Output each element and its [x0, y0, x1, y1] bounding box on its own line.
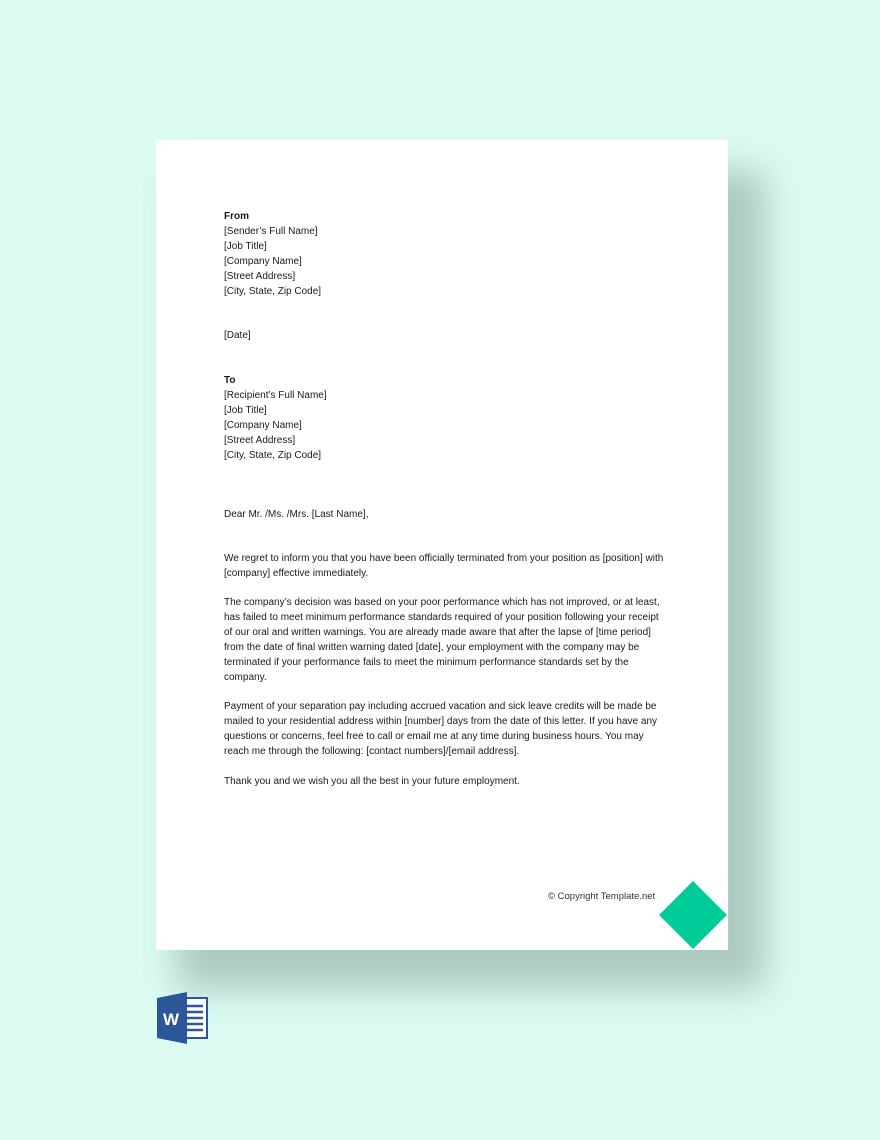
- body-paragraph: Payment of your separation pay including accrued vacation and sick leave credits will be made be mailed to your residential address within [number] days from the date of this letter. If you have any questions or concerns, feel free to call or email me at any time during business hours. You may reach me through the following: [contact numbers]/[email address].: [224, 701, 658, 757]
- sender-block: [224, 209, 664, 299]
- copyright-text: © Copyright Template.net: [548, 891, 656, 902]
- body-paragraph: The company’s decision was based on your poor performance which has not improved, or at least, has failed to meet minimum performance standards required of your position following your receipt of our oral and written warnings. You are already made aware that after the lapse of [time period] from the date of final written warning dated [date], your employment with the company may be terminated if your performance fails to meet the minimum performance standards set by the company.: [224, 597, 660, 683]
- word-icon: [157, 992, 209, 1044]
- to-heading: To: [224, 375, 236, 386]
- sender-line: [Job Title]: [224, 241, 267, 252]
- body-paragraph: We regret to inform you that you have been officially terminated from your position as [position] with [company] effective immediately.: [224, 553, 664, 579]
- sender-line: [Street Address]: [224, 271, 296, 282]
- document-page: [156, 140, 728, 950]
- closing-paragraph: Thank you and we wish you all the best in your future employment.: [224, 776, 520, 787]
- sender-line: [City, State, Zip Code]: [224, 286, 322, 297]
- recipient-line: [Street Address]: [224, 435, 296, 446]
- diamond-badge: [659, 881, 727, 949]
- recipient-line: [Company Name]: [224, 420, 302, 431]
- recipient-line: [City, State, Zip Code]: [224, 450, 322, 461]
- from-heading: From: [224, 211, 249, 222]
- sender-line: [Sender’s Full Name]: [224, 226, 318, 237]
- recipient-block: [224, 373, 664, 463]
- recipient-line: [Job Title]: [224, 405, 267, 416]
- sender-line: [Company Name]: [224, 256, 302, 267]
- recipient-line: [Recipient’s Full Name]: [224, 390, 327, 401]
- word-icon-letter: W: [162, 1010, 180, 1029]
- date-line: [Date]: [224, 330, 251, 341]
- salutation: Dear Mr. /Ms. /Mrs. [Last Name],: [224, 509, 369, 520]
